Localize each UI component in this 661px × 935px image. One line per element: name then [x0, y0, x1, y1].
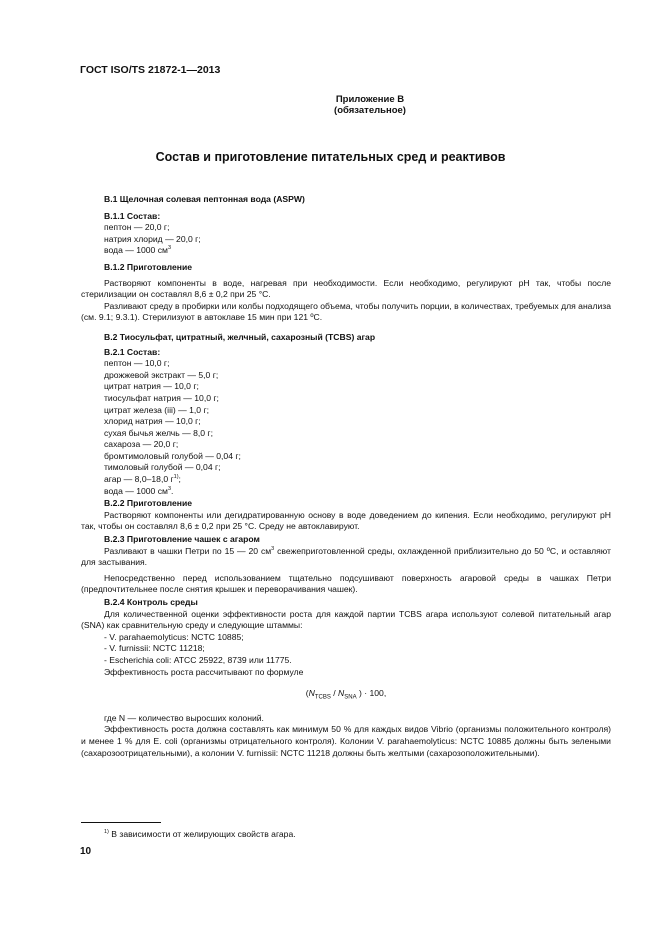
b24-paragraph: Для количественной оценки эффективности роста для каждой партии TCBS агара используют солевой питательный агар (SNA) как сравнительную среду и следующие штаммы:	[81, 608, 611, 631]
appendix-title: Приложение В	[335, 94, 405, 105]
standard-header: ГОСТ ISO/TS 21872-1—2013	[80, 64, 221, 76]
page-number: 10	[80, 846, 92, 857]
efficiency-formula: ($N_{TCBS} / N_{SNA}$ ) · 100,	[305, 688, 387, 701]
section-b24-heading: В.2.4 Контроль среды	[104, 597, 198, 607]
section-b12-heading: В.1.2 Приготовление	[104, 261, 193, 272]
b1-composition-list	[104, 222, 611, 257]
footnote-reference: 1)	[173, 474, 179, 481]
list-item: вода — 1000 $см^3$	[104, 245, 171, 256]
list-item: бромтимоловый голубой — 0,04 г;	[104, 450, 241, 461]
where-paragraph: где N — количество выросших колоний.	[104, 712, 264, 723]
list-item: пептон — 20,0 г;	[104, 222, 170, 233]
section-b1-heading: В.1 Щелочная солевая пептонная вода (ASPW)	[104, 194, 305, 204]
list-item: натрия хлорид — 20,0 г;	[104, 233, 201, 244]
list-item: тиосульфат натрия — 10,0 г;	[104, 392, 219, 403]
b23-paragraph-1: Разливают в чашки Петри по 15 — 20 $см^3$ свежеприготовленной среды, охлажденной приблизительно до 50 ºС, и оставляют для застывания.	[81, 545, 611, 568]
list-item: пептон — 10,0 г;	[104, 358, 170, 369]
efficiency-paragraph: Эффективность роста рассчитывают по формуле	[104, 666, 304, 677]
list-item: тимоловый голубой — 0,04 г;	[104, 462, 221, 473]
section-b22-heading: В.2.2 Приготовление	[104, 498, 193, 509]
strain-list	[104, 632, 611, 667]
document-title: Состав и приготовление питательных сред и реактивов	[155, 150, 506, 164]
b2-composition-list	[104, 358, 611, 497]
list-item: вода — 1000 $см^3$.	[104, 485, 174, 496]
list-item: сахароза — 20,0 г;	[104, 439, 179, 450]
list-item: агар — 8,0–18,0 $г^{1)}$;	[104, 474, 181, 485]
list-item: цитрат натрия — 10,0 г;	[104, 381, 199, 392]
section-b23-heading: В.2.3 Приготовление чашек с агаром	[104, 534, 260, 545]
b22-paragraph: Растворяют компоненты или дегидратированную основу в воде доведением до кипения. Если необходимо, регулируют pH так, чтобы он составлял 8,6 ± 0,2 при 25 °С. Среду не автоклавируют.	[81, 509, 611, 532]
list-item: - V. furnissii: NCTC 11218;	[104, 643, 205, 654]
footnote-divider	[81, 822, 161, 823]
footnote: $^{1)}$ В зависимости от желирующих свойств агара.	[104, 829, 296, 839]
section-b21-heading: В.2.1 Состав:	[104, 346, 161, 357]
list-item: - V. parahaemolyticus: NCTC 10885;	[104, 631, 244, 642]
list-item: - Escherichia coli: АТСС 25922, 8739 или 11775.	[104, 654, 292, 665]
section-b2-heading: В.2 Тиосульфат, цитратный, желчный, сахарозный (TCBS) агар	[104, 331, 376, 342]
b12-paragraph-1: Растворяют компоненты в воде, нагревая при необходимости. Если необходимо, регулируют pH так, чтобы после стерилизации он составлял 8,6 ± 0,2 при 25 °С.	[81, 277, 611, 300]
list-item: сухая бычья желчь — 8,0 г;	[104, 427, 213, 438]
b23-paragraph-2: Непосредственно перед использованием тщательно подсушивают поверхность агаровой среды в чашках Петри (предпочтительнее после снятия крышек и переворачивания чашек).	[81, 572, 611, 595]
list-item: цитрат железа (iii) — 1,0 г;	[104, 404, 209, 415]
list-item: дрожжевой экстракт — 5,0 г;	[104, 369, 219, 380]
final-paragraph: Эффективность роста должна составлять как минимум 50 % для каждых видов Vibrio (организмы положительного контроля) и менее 1 % для Е. coli (организмы отрицательного контроля). Колонии V. parahaemolyticus: NCTC 10885 должны быть зелеными (сахарозоотрицательными), а колонии V. furnissii: NCTC 11218 должны быть желтыми (сахарозоположительными).	[81, 724, 611, 758]
section-b11-heading: В.1.1 Состав:	[104, 210, 161, 221]
footnote-mark: 1)	[104, 829, 109, 835]
list-item: хлорид натрия — 10,0 г;	[104, 416, 201, 427]
appendix-status: (обязательное)	[334, 105, 406, 116]
b12-paragraph-2: Разливают среду в пробирки или колбы подходящего объема, чтобы получить порции, в количествах, требуемых для анализа (см. 9.1; 9.3.1). Стерилизуют в автоклаве 15 мин при 121 ºС.	[81, 300, 611, 323]
document-body	[81, 188, 611, 759]
